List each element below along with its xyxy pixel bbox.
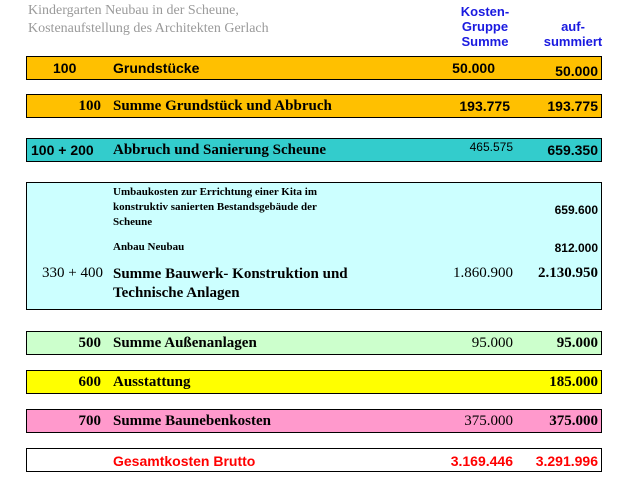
row-baunebenkosten	[26, 409, 602, 433]
umbau-line-3: Scheune	[113, 216, 153, 228]
row-code: 600	[78, 374, 101, 390]
column-header-group-line-2: Gruppe	[461, 19, 509, 34]
row-label: Gesamtkosten Brutto	[113, 453, 256, 469]
row-cumulative-value: 659.350	[547, 142, 598, 158]
document-title-line-1: Kindergarten Neubau in der Scheune,	[28, 3, 239, 18]
column-header-cumulative-line-2: summiert	[543, 34, 603, 49]
row-code: 100 + 200	[31, 142, 94, 158]
column-header-group-line-1: Kosten-	[460, 4, 510, 19]
row-grundstuecke	[26, 56, 602, 80]
row-group-value: 465.575	[469, 140, 513, 154]
row-label: Summe Baunebenkosten	[113, 413, 271, 429]
row-summe-grundstueck	[26, 94, 602, 118]
row-group-value: 95.000	[471, 335, 513, 351]
umbau-cumulative-value: 659.600	[554, 203, 598, 217]
row-group-value: 1.860.900	[453, 265, 513, 281]
column-header-cumulative-line-1: auf-	[561, 19, 585, 34]
row-label: Ausstattung	[113, 374, 191, 390]
row-gesamtkosten	[26, 448, 602, 472]
row-ausstattung	[26, 370, 602, 394]
row-group-value: 193.775	[459, 98, 510, 114]
row-cumulative-value: 185.000	[549, 374, 598, 390]
column-header-cumulative	[528, 19, 618, 49]
umbau-description	[113, 185, 317, 230]
row-cumulative-value: 50.000	[555, 63, 598, 79]
row-cumulative-value: 95.000	[556, 335, 598, 351]
row-code: 100	[78, 98, 101, 114]
row-label: Summe Grundstück und Abbruch	[113, 98, 332, 114]
row-cumulative-value: 2.130.950	[538, 265, 598, 281]
row-cumulative-value: 375.000	[549, 413, 598, 429]
anbau-cumulative-value: 812.000	[554, 241, 598, 255]
row-code: 330 + 400	[42, 265, 103, 281]
row-aussenanlagen	[26, 331, 602, 355]
umbau-line-1: Umbaukosten zur Errichtung einer Kita im	[113, 186, 318, 198]
row-label: Abbruch und Sanierung Scheune	[113, 142, 326, 158]
row-group-value: 50.000	[452, 60, 495, 76]
row-code: 700	[78, 413, 101, 429]
row-cumulative-value: 3.291.996	[535, 453, 598, 469]
anbau-label: Anbau Neubau	[113, 241, 185, 253]
row-code: 100	[53, 60, 77, 76]
bauwerk-summe-line-2: Technische Anlagen	[113, 285, 240, 301]
row-label: Grundstücke	[113, 60, 200, 76]
row-group-value: 375.000	[464, 413, 513, 429]
row-label: Summe Außenanlagen	[113, 335, 257, 351]
column-header-group-sum	[440, 4, 530, 49]
row-code: 500	[78, 335, 101, 351]
row-cumulative-value: 193.775	[547, 98, 598, 114]
row-bauwerk	[26, 182, 602, 310]
document-title-line-2: Kostenaufstellung des Architekten Gerlach	[28, 21, 269, 36]
bauwerk-summe-label	[113, 265, 348, 303]
umbau-line-2: konstruktiv sanierten Bestandsgebäude der	[113, 201, 317, 213]
column-header-group-line-3: Summe	[461, 34, 509, 49]
row-abbruch	[26, 138, 602, 162]
row-group-value: 3.169.446	[450, 453, 513, 469]
bauwerk-summe-line-1: Summe Bauwerk- Konstruktion und	[113, 266, 348, 282]
